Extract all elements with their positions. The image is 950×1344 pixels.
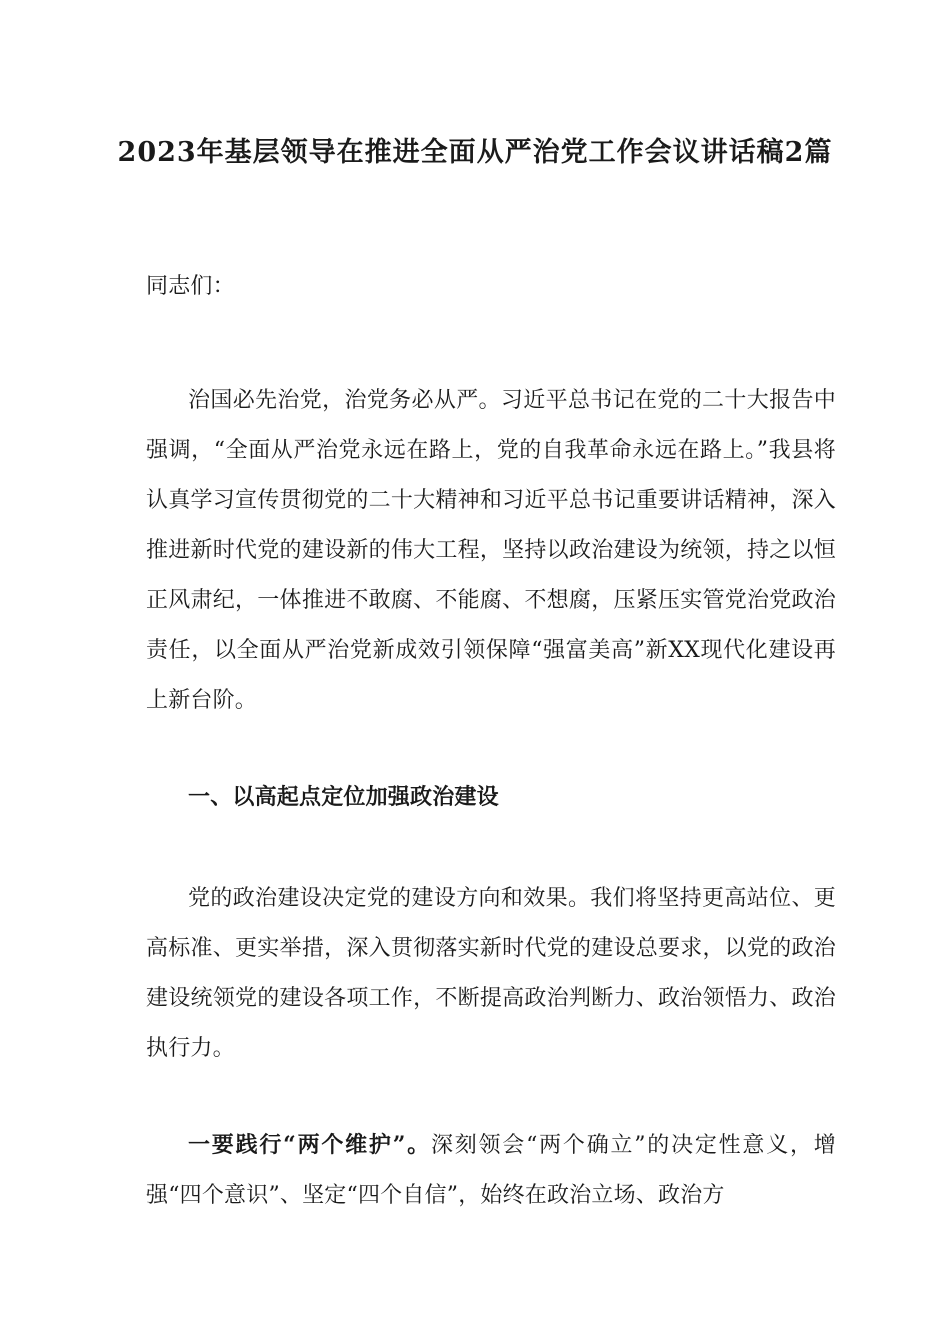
paragraph-political-construction: 党的政治建设决定党的建设方向和效果。我们将坚持更高站位、更高标准、更实举措，深入贯彻落实新时代党的建设总要求，以党的政治建设统领党的建设各项工作，不断提高政治判断力、政治领悟力、政治执行力。 bbox=[146, 886, 836, 1061]
paragraph-two-safeguards bbox=[146, 1120, 836, 1221]
document-title: 2023年基层领导在推进全面从严治党工作会议讲话稿2篇 bbox=[117, 137, 833, 168]
salutation: 同志们： bbox=[146, 274, 235, 299]
paragraph-lead-text: 一要践行“两个维护”。 bbox=[188, 1132, 431, 1158]
section-heading: 一、以高起点定位加强政治建设 bbox=[188, 784, 499, 810]
paragraph-body-text: 深刻领会“两个确立”的决定性意义，增强“四个意识”、坚定“四个自信”，始终在政治立场、政治方 bbox=[146, 1133, 836, 1208]
paragraph-opening: 治国必先治党，治党务必从严。习近平总书记在党的二十大报告中强调，“全面从严治党永远在路上，党的自我革命永远在路上。”我县将认真学习宣传贯彻党的二十大精神和习近平总书记重要讲话精神，深入推进新时代党的建设新的伟大工程，坚持以政治建设为统领，持之以恒正风肃纪，一体推进不敢腐、不能腐、不想腐，压紧压实管党治党政治责任，以全面从严治党新成效引领保障“强富美高”新XX现代化建设再上新台阶。 bbox=[146, 388, 836, 713]
